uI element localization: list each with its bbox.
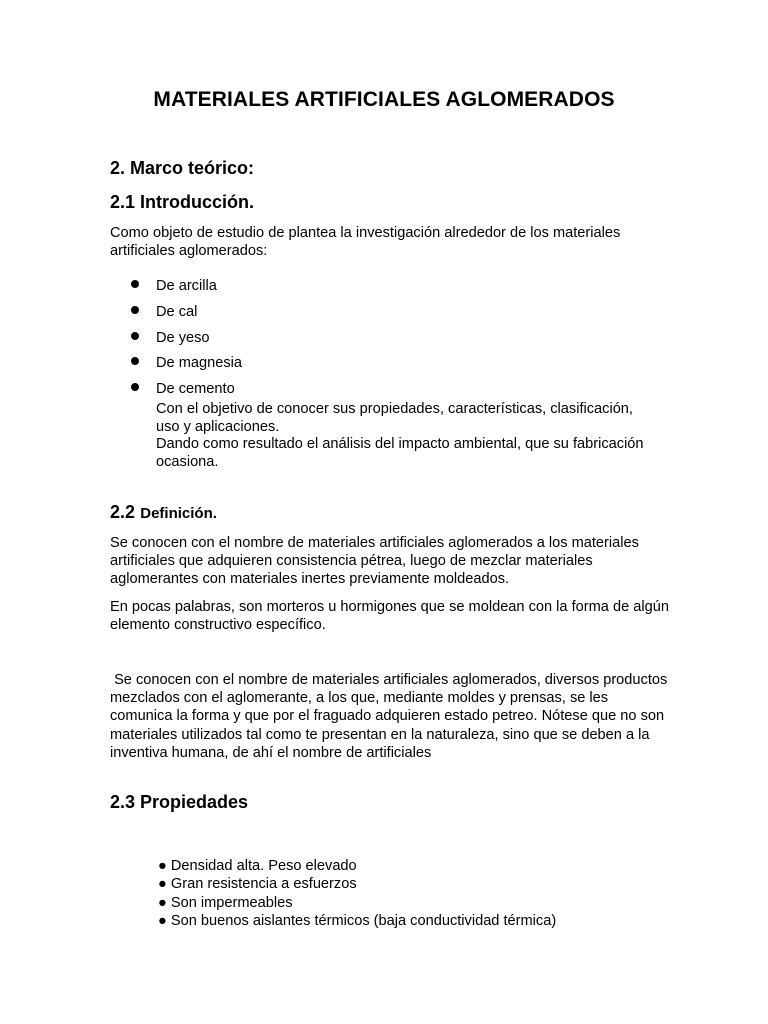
section-2-1-intro: Como objeto de estudio de plantea la investigación alrededor de los materiales artificiales aglomerados: (110, 225, 621, 260)
list-item-label: De cal (156, 303, 198, 320)
list-item-label: De yeso (156, 329, 210, 346)
list-item: ● Gran resistencia a esfuerzos (158, 876, 357, 893)
bullet-icon (131, 332, 139, 340)
list-item-label: De magnesia (156, 355, 242, 372)
section-2-1-heading: 2.1 Introducción. (110, 192, 255, 212)
list-item (110, 354, 242, 380)
bullet-icon (131, 280, 139, 288)
list-item: ● Densidad alta. Peso elevado (158, 858, 357, 874)
bullet-icon (131, 357, 139, 365)
list-item (110, 303, 242, 329)
properties-list (158, 857, 556, 931)
list-item: ● Son buenos aislantes térmicos (baja conductividad térmica) (158, 913, 557, 930)
section-2-heading: 2. Marco teórico: (110, 158, 255, 178)
list-item-label: De arcilla (156, 278, 217, 294)
document-title: MATERIALES ARTIFICIALES AGLOMERADOS (153, 88, 615, 111)
materials-list (110, 277, 242, 406)
list-item (110, 329, 242, 355)
section-2-2-paragraph-3: Se conocen con el nombre de materiales artificiales aglomerados, diversos productos mezclados con el aglomerante, a los que, mediante moldes y prensas, se les comunica la forma y que por el fraguado adquieren estado petreo. Nótese que no son materiales utilizados tal como te presentan en la naturaleza, sino que se deben a la inventiva humana, de ahí el nombre de artificiales (110, 672, 672, 761)
list-item-label: De cemento (156, 381, 235, 398)
list-item: ● Son impermeables (158, 894, 293, 911)
section-2-2-heading (110, 500, 217, 526)
bullet-icon (131, 383, 139, 391)
list-item (110, 277, 242, 303)
section-2-2-paragraph-2: En pocas palabras, son morteros u hormigones que se moldean con la forma de algún elemento constructivo específico. (110, 599, 669, 634)
section-2-2-number: 2.2 (110, 502, 136, 522)
section-2-1-objective: Con el objetivo de conocer sus propiedades, características, clasificación, uso y aplicaciones. (156, 401, 633, 436)
section-2-3-heading: 2.3 Propiedades (110, 792, 249, 812)
bullet-icon (131, 306, 139, 314)
section-2-1-result: Dando como resultado el análisis del impacto ambiental, que su fabricación ocasiona. (156, 436, 644, 471)
section-2-2-paragraph-1: Se conocen con el nombre de materiales artificiales aglomerados a los materiales artificiales que adquieren consistencia pétrea, luego de mezclar materiales aglomerantes con materiales inertes previamente moldeados. (110, 535, 639, 588)
section-2-2-title: Definición. (140, 505, 217, 522)
